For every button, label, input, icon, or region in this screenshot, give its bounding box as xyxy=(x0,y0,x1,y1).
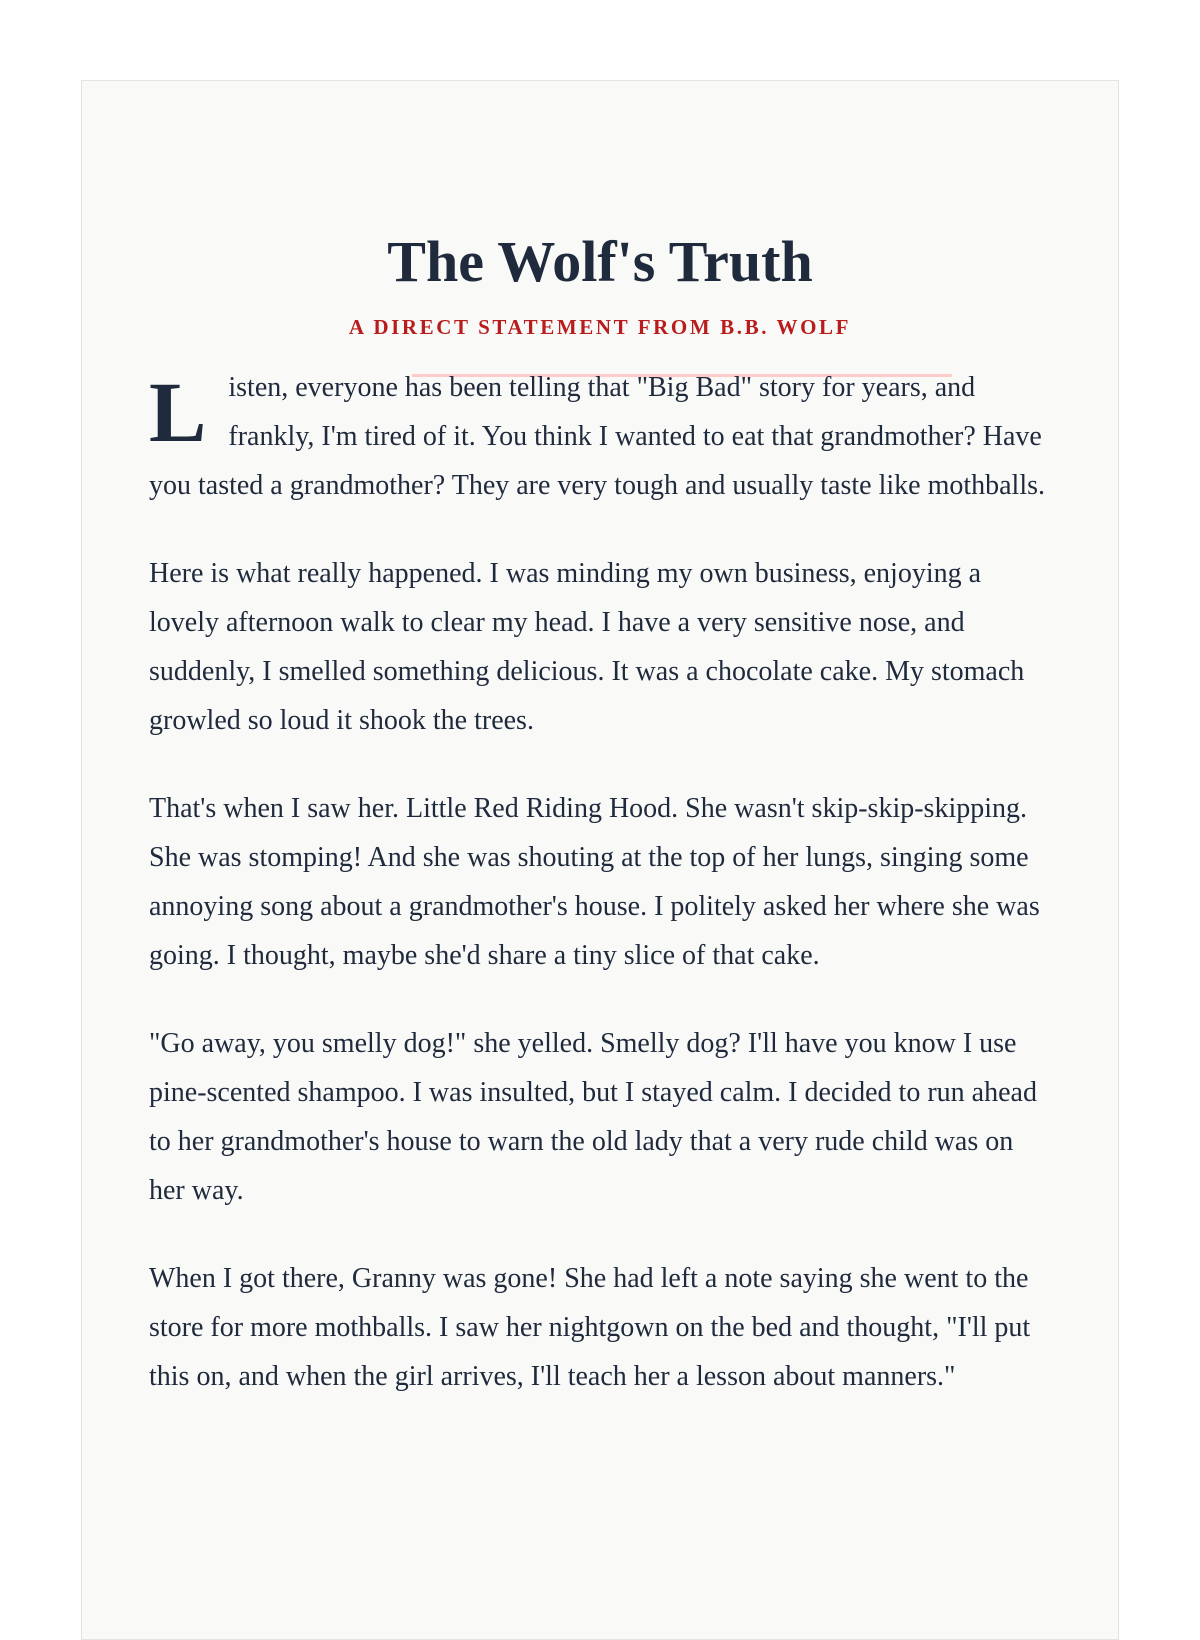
drop-cap: L xyxy=(149,364,207,460)
story-paragraph-3: That's when I saw her. Little Red Riding Hood. She wasn't skip-skip-skipping. She was stomping! And she was shouting at the top of her lungs, singing some annoying song about a grandmother's house. I politely asked her where she was going. I thought, maybe she'd share a tiny slice of that cake. xyxy=(149,793,1040,971)
document-subtitle: A DIRECT STATEMENT FROM B.B. WOLF xyxy=(348,315,852,339)
story-paragraph-5: When I got there, Granny was gone! She had left a note saying she went to the store for more mothballs. I saw her nightgown on the bed and thought, "I'll put this on, and when the girl arrives, I'll teach her a lesson about manners." xyxy=(149,1263,1031,1392)
paragraph-text: isten, everyone has been telling that "Big Bad" story for years, and frankly, I'm tired of it. You think I wanted to eat that grandmother? Have you tasted a grandmother? They are very tough and usually taste like mothballs. xyxy=(149,372,1046,501)
document-title: The Wolf's Truth xyxy=(387,229,813,294)
story-body xyxy=(149,363,1054,1440)
story-paragraph-2: Here is what really happened. I was minding my own business, enjoying a lovely afternoon walk to clear my head. I have a very sensitive nose, and suddenly, I smelled something delicious. It was a chocolate cake. My stomach growled so loud it shook the trees. xyxy=(149,558,1025,736)
story-paragraph-4: "Go away, you smelly dog!" she yelled. Smelly dog? I'll have you know I use pine-scented shampoo. I was insulted, but I stayed calm. I decided to run ahead to her grandmother's house to warn the old lady that a very rude child was on her way. xyxy=(149,1028,1037,1206)
story-paragraph-1 xyxy=(149,363,1054,510)
